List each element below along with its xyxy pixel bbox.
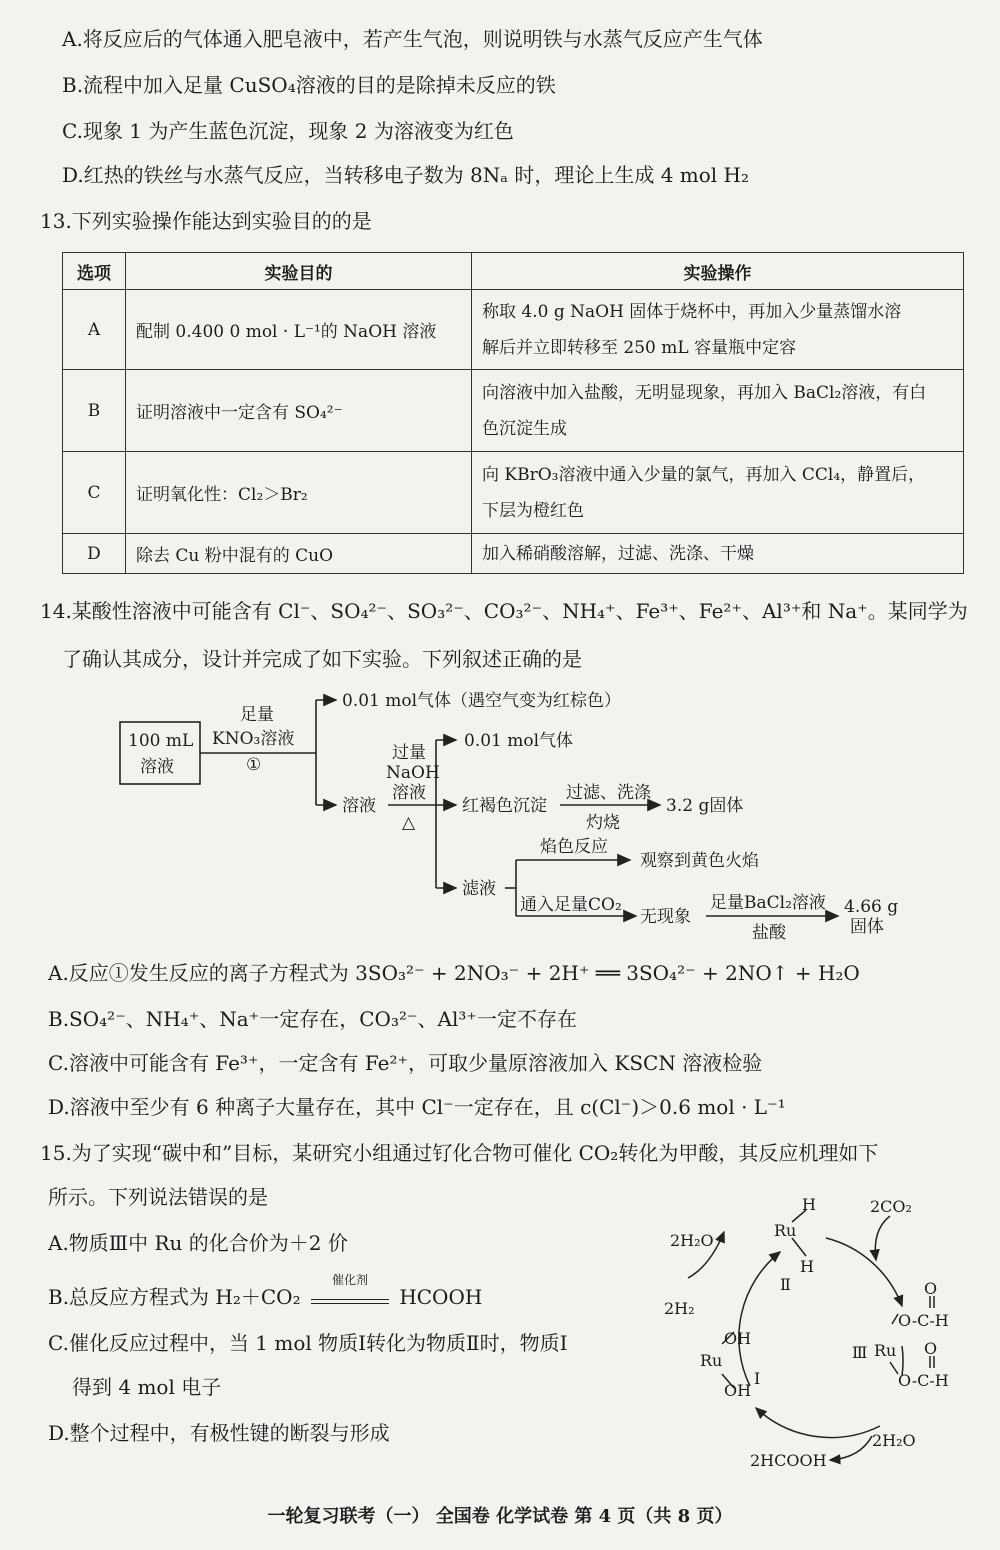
row-goal: 证明溶液中一定含有 SO₄²⁻ (126, 370, 472, 452)
oh-top: OH (724, 1329, 752, 1348)
hcooh-label: 2HCOOH (750, 1451, 827, 1470)
header-operation: 实验操作 (472, 253, 964, 290)
reagent1-label: ① (246, 755, 262, 775)
flame-test: 焰色反应 (540, 837, 608, 857)
start-box-line1: 100 mL (128, 731, 194, 751)
ru-i: Ru (700, 1351, 723, 1370)
row-option: A (63, 290, 126, 370)
row-goal: 证明氧化性：Cl₂＞Br₂ (126, 452, 472, 534)
bacl2-label: 足量BaCl₂溶液 (710, 893, 826, 913)
q15-option-b-right: HCOOH (399, 1285, 483, 1309)
start-box-line2: 溶液 (140, 757, 174, 777)
row-option: C (63, 452, 126, 534)
row-operation (472, 534, 964, 574)
row-option: D (63, 534, 126, 574)
row-operation-line2: 色沉淀生成 (482, 418, 567, 439)
q13-stem: 13.下列实验操作能达到实验目的的是 (40, 209, 372, 233)
reagent1-line1: 足量 (240, 705, 274, 725)
bond (792, 1238, 806, 1256)
table-row (63, 370, 964, 452)
reagent2-heat: △ (402, 813, 416, 833)
row-operation-line1: 加入稀硝酸溶解，过滤、洗涤、干燥 (482, 543, 754, 564)
ochh-bottom: O-C-H (898, 1371, 949, 1390)
header-option: 选项 (63, 253, 126, 290)
ru-ii: Ru (774, 1221, 797, 1240)
q14-stem-line2: 了确认其成分，设计并完成了如下实验。下列叙述正确的是 (62, 647, 582, 671)
q15-option-d: D.整个过程中，有极性键的断裂与形成 (48, 1421, 390, 1445)
o-top: O (924, 1279, 938, 1298)
h2-label: 2H₂ (664, 1299, 695, 1318)
solution-label: 溶液 (342, 796, 376, 816)
cycle-arc-left (739, 1252, 780, 1386)
q14-option-b: B.SO₄²⁻、NH₄⁺、Na⁺一定存在，CO₃²⁻、Al³⁺一定不存在 (48, 1007, 577, 1031)
filtrate-label: 滤液 (462, 879, 496, 899)
h2o-top: 2H₂O (670, 1231, 714, 1250)
reagent2-line3: 溶液 (392, 783, 426, 803)
q15-option-c-line2: 得到 4 mol 电子 (72, 1375, 222, 1399)
q14-option-d: D.溶液中至少有 6 种离子大量存在，其中 Cl⁻一定存在，且 c(Cl⁻)＞0.6 mol · L⁻¹ (48, 1095, 786, 1119)
catalyst-arrow (311, 1273, 389, 1304)
h2o-bottom: 2H₂O (872, 1431, 916, 1450)
gas1: 0.01 mol气体（遇空气变为红棕色） (342, 691, 622, 711)
table-row (63, 452, 964, 534)
row-option: B (63, 370, 126, 452)
q12-option-c: C.现象 1 为产生蓝色沉淀，现象 2 为溶液变为红色 (62, 119, 514, 143)
h-bottom: H (800, 1257, 814, 1276)
catalyst-label: 催化剂 (331, 1273, 368, 1287)
q15-stem-line1: 15.为了实现“碳中和”目标，某研究小组通过钌化合物可催化 CO₂转化为甲酸，其反应机理如下 (40, 1141, 879, 1165)
row-operation (472, 452, 964, 534)
q12-option-d: D.红热的铁丝与水蒸气反应，当转移电子数为 8Nₐ 时，理论上生成 4 mol H₂ (62, 163, 749, 187)
q15-stem-line2: 所示。下列说法错误的是 (48, 1185, 268, 1209)
row-operation (472, 370, 964, 452)
co2-step: 通入足量CO₂ (520, 895, 622, 915)
cycle-arc-bottom (756, 1408, 880, 1438)
flame-result: 观察到黄色火焰 (640, 851, 759, 871)
header-goal: 实验目的 (126, 253, 472, 290)
page-footer: 一轮复习联考（一） 全国卷 化学试卷 第 4 页（共 8 页） (267, 1506, 733, 1527)
reagent1-line2: KNO₃溶液 (212, 729, 295, 749)
hcooh-out-arrow (830, 1436, 872, 1460)
q13-table (62, 252, 964, 574)
cycle-arc-top-right (826, 1238, 902, 1306)
o-bottom: O (924, 1339, 938, 1358)
solid2-line1: 4.66 g (844, 897, 899, 917)
row-operation (472, 290, 964, 370)
ru-iii: Ru (874, 1341, 897, 1360)
gas2: 0.01 mol气体 (464, 731, 574, 751)
q12-option-a: A.将反应后的气体通入肥皂液中，若产生气泡，则说明铁与水蒸气反应产生气体 (62, 27, 763, 51)
co2-in-arrow (875, 1216, 890, 1260)
row-goal: 除去 Cu 粉中混有的 CuO (126, 534, 472, 574)
q15-option-b (48, 1273, 483, 1310)
oh-bottom: OH (724, 1381, 752, 1400)
row-operation-line1: 称取 4.0 g NaOH 固体于烧杯中，再加入少量蒸馏水溶 (482, 301, 902, 322)
q14-option-c: C.溶液中可能含有 Fe³⁺，一定含有 Fe²⁺，可取少量原溶液加入 KSCN 溶液检验 (48, 1051, 763, 1075)
h-top: H (802, 1196, 816, 1214)
no-change: 无现象 (640, 907, 691, 927)
hcl-label: 盐酸 (752, 923, 786, 943)
row-operation-line2: 解后并立即转移至 250 mL 容量瓶中定容 (482, 337, 797, 358)
equal-sign (311, 1299, 389, 1304)
row-operation-line2: 下层为橙红色 (482, 500, 584, 521)
table-row (63, 290, 964, 370)
q15-option-c-line1: C.催化反应过程中，当 1 mol 物质Ⅰ转化为物质Ⅱ时，物质Ⅰ (48, 1331, 568, 1355)
q14-stem-line1: 14.某酸性溶液中可能含有 Cl⁻、SO₄²⁻、SO₃²⁻、CO₃²⁻、NH₄⁺、Fe³⁺、Fe²⁺、Al³⁺和 Na⁺。某同学为 (40, 599, 968, 623)
q12-option-b: B.流程中加入足量 CuSO₄溶液的目的是除掉未反应的铁 (62, 73, 556, 97)
q15-option-a: A.物质Ⅲ中 Ru 的化合价为＋2 价 (48, 1231, 348, 1255)
q14-flowchart (0, 680, 1000, 950)
q15-catalytic-cycle (640, 1196, 980, 1496)
label-i: Ⅰ (754, 1369, 761, 1388)
table-row (63, 534, 964, 574)
solid2-line2: 固体 (850, 917, 884, 937)
q14-option-a: A.反应①发生反应的离子方程式为 3SO₃²⁻ + 2NO₃⁻ + 2H⁺ ══ 3SO₄²⁻ + 2NO↑ + H₂O (48, 961, 860, 985)
row-operation-line1: 向 KBrO₃溶液中通入少量的氯气，再加入 CCl₄，静置后， (482, 464, 926, 485)
label-iii: Ⅲ (852, 1343, 868, 1362)
ochh-top: O-C-H (898, 1311, 949, 1330)
bond (890, 1362, 898, 1374)
label-ii: Ⅱ (780, 1275, 791, 1294)
precipitate: 红褐色沉淀 (462, 796, 547, 816)
reagent2-line1: 过量 (392, 743, 426, 763)
step-burn: 灼烧 (586, 813, 620, 833)
co2-label: 2CO₂ (870, 1197, 912, 1216)
row-goal: 配制 0.400 0 mol · L⁻¹的 NaOH 溶液 (126, 290, 472, 370)
step-filter: 过滤、洗涤 (566, 783, 651, 803)
reagent2-line2: NaOH (386, 763, 440, 783)
row-operation-line1: 向溶液中加入盐酸，无明显现象，再加入 BaCl₂溶液，有白 (482, 382, 927, 403)
solid1: 3.2 g固体 (666, 796, 744, 816)
q15-option-b-left: B.总反应方程式为 H₂＋CO₂ (48, 1285, 301, 1309)
